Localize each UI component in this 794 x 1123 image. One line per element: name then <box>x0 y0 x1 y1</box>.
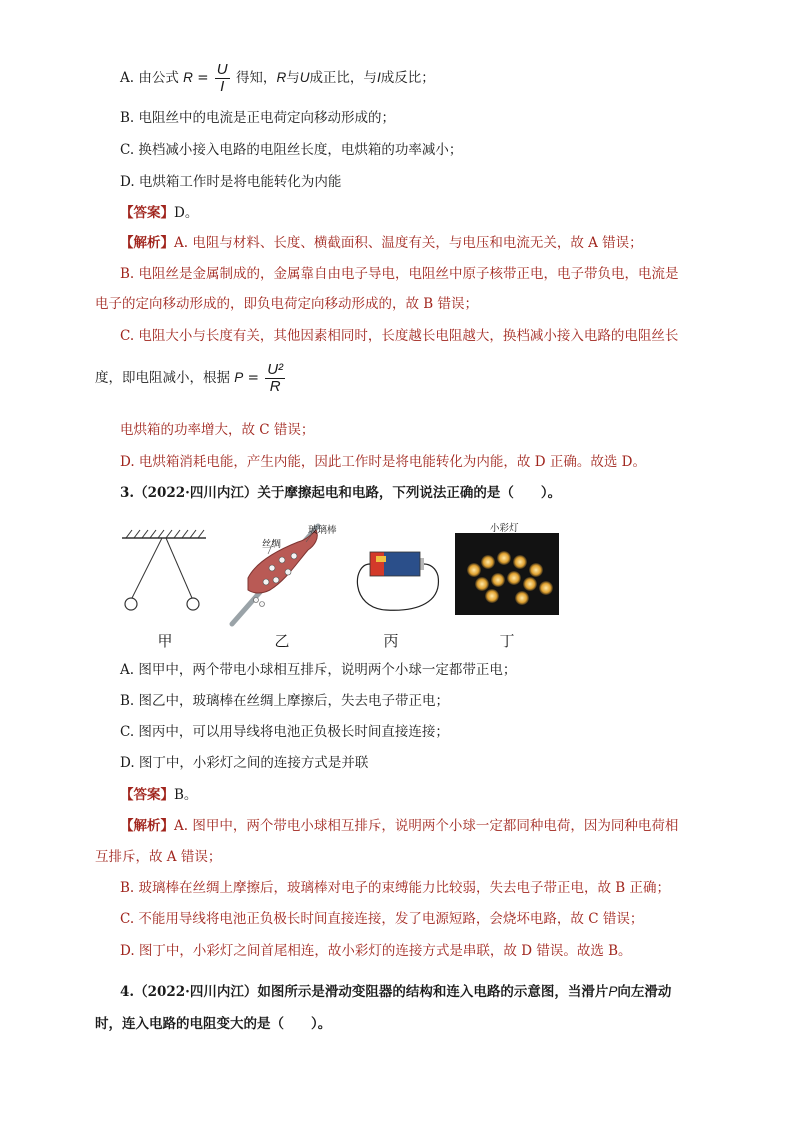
formula-lhs: R <box>183 70 193 85</box>
option-text: 成反比； <box>380 70 435 86</box>
q2-answer <box>120 203 198 223</box>
figure-label-ding: 丁 <box>499 632 515 650</box>
analysis-tag: 【解析】 <box>120 235 174 251</box>
fraction-numerator: U² <box>267 361 284 378</box>
formula-eq: = <box>197 70 209 86</box>
q2-option-b: B. 电阻丝中的电流是正电荷定向移动形成的； <box>120 110 396 126</box>
option-text: 得知， <box>235 70 277 86</box>
q3-analysis-c: C. 不能用导线将电池正负极长时间直接连接，发了电源短路，会烧坏电路，故 C 错误； <box>120 911 644 927</box>
q3-option-d: D. 图丁中，小彩灯之间的连接方式是并联 <box>120 755 369 771</box>
q2-analysis-b2: 电子的定向移动形成的，即负电荷定向移动形成的，故 B 错误； <box>95 296 479 312</box>
variable: R <box>276 70 287 85</box>
figure-jia-pendulums <box>118 520 213 620</box>
analysis-text: A. 图甲中，两个带电小球相互排斥，说明两个小球一定都同种电荷，因为同种电荷相 <box>174 818 679 834</box>
q3-option-c: C. 图丙中，可以用导线将电池正负极长时间直接连接； <box>120 724 449 740</box>
formula-lhs: P <box>234 370 244 385</box>
fraction-numerator: U <box>216 61 228 78</box>
variable: U <box>299 70 310 85</box>
fraction-denominator: I <box>220 78 225 95</box>
small-lights-label: 小彩灯 <box>490 523 519 534</box>
q4-stem-line2: 时，连入电路的电阻变大的是（ ）。 <box>95 1016 332 1032</box>
option-text: 与 <box>286 70 300 86</box>
q2-analysis-b1: B. 电阻丝是金属制成的，金属靠自由电子导电，电阻丝中原子核带正电，电子带负电，电流是 <box>120 266 679 282</box>
q3-analysis-a2: 互排斥，故 A 错误； <box>95 849 222 865</box>
q3-analysis-a1 <box>120 816 678 836</box>
q3-option-a: A. 图甲中，两个带电小球相互排斥，说明两个小球一定都带正电； <box>120 662 517 678</box>
silk-label: 丝绸 <box>262 539 282 550</box>
q2-option-c: C. 换档减小接入电路的电阻丝长度，电烘箱的功率减小； <box>120 142 463 158</box>
answer-tag: 【答案】 <box>120 205 174 221</box>
q3-option-b: B. 图乙中，玻璃棒在丝绸上摩擦后，失去电子带正电； <box>120 693 450 709</box>
analysis-text: 度，即电阻减小，根据 <box>95 370 230 386</box>
stem-text: 向左滑动 <box>617 984 672 1000</box>
option-text: A. 由公式 <box>120 70 179 86</box>
q3-analysis-d: D. 图丁中，小彩灯之间首尾相连，故小彩灯的连接方式是串联，故 D 错误。故选 B。 <box>120 943 632 959</box>
formula-fraction <box>265 362 285 395</box>
stem-text: 4.（2022·四川内江）如图所示是滑动变阻器的结构和连入电路的示意图，当滑片 <box>120 984 609 1000</box>
figure-bing-battery <box>346 520 446 620</box>
formula-fraction <box>215 62 230 95</box>
q2-analysis-c1: C. 电阻大小与长度有关，其他因素相同时，长度越长电阻越大，换档减小接入电路的电阻丝长 <box>120 328 679 344</box>
q2-option-d: D. 电烘箱工作时是将电能转化为内能 <box>120 174 342 190</box>
variable: I <box>376 70 381 85</box>
figure-label-bing: 丙 <box>383 632 399 650</box>
q3-stem: 3.（2022·四川内江）关于摩擦起电和电路，下列说法正确的是（ ）。 <box>120 485 562 501</box>
figure-ding-lights-photo <box>455 533 559 615</box>
analysis-tag: 【解析】 <box>120 818 174 834</box>
q3-figures <box>118 520 568 650</box>
q4-stem-line1 <box>120 982 671 1002</box>
glass-rod-label: 玻璃棒 <box>308 525 337 536</box>
formula-eq: = <box>247 370 259 386</box>
q2-option-a <box>120 62 435 95</box>
figure-label-yi: 乙 <box>274 632 290 650</box>
analysis-text: A. 电阻与材料、长度、横截面积、温度有关，与电压和电流无关，故 A 错误； <box>174 235 643 251</box>
q3-analysis-b: B. 玻璃棒在丝绸上摩擦后，玻璃棒对电子的束缚能力比较弱，失去电子带正电，故 B 正确； <box>120 880 671 896</box>
answer-tag: 【答案】 <box>120 787 174 803</box>
answer-value: D。 <box>174 205 199 221</box>
q2-analysis-c2 <box>95 362 287 395</box>
q3-answer <box>120 785 197 805</box>
option-text: 成正比，与 <box>309 70 377 86</box>
figure-label-jia: 甲 <box>157 632 173 650</box>
q2-analysis-c3: 电烘箱的功率增大，故 C 错误； <box>120 422 315 438</box>
variable: P <box>608 984 618 999</box>
fraction-denominator: R <box>269 378 281 395</box>
q2-analysis-a <box>120 233 643 253</box>
answer-value: B。 <box>174 787 198 803</box>
q2-analysis-d: D. 电烘箱消耗电能，产生内能，因此工作时是将电能转化为内能，故 D 正确。故选 D。 <box>120 454 646 470</box>
